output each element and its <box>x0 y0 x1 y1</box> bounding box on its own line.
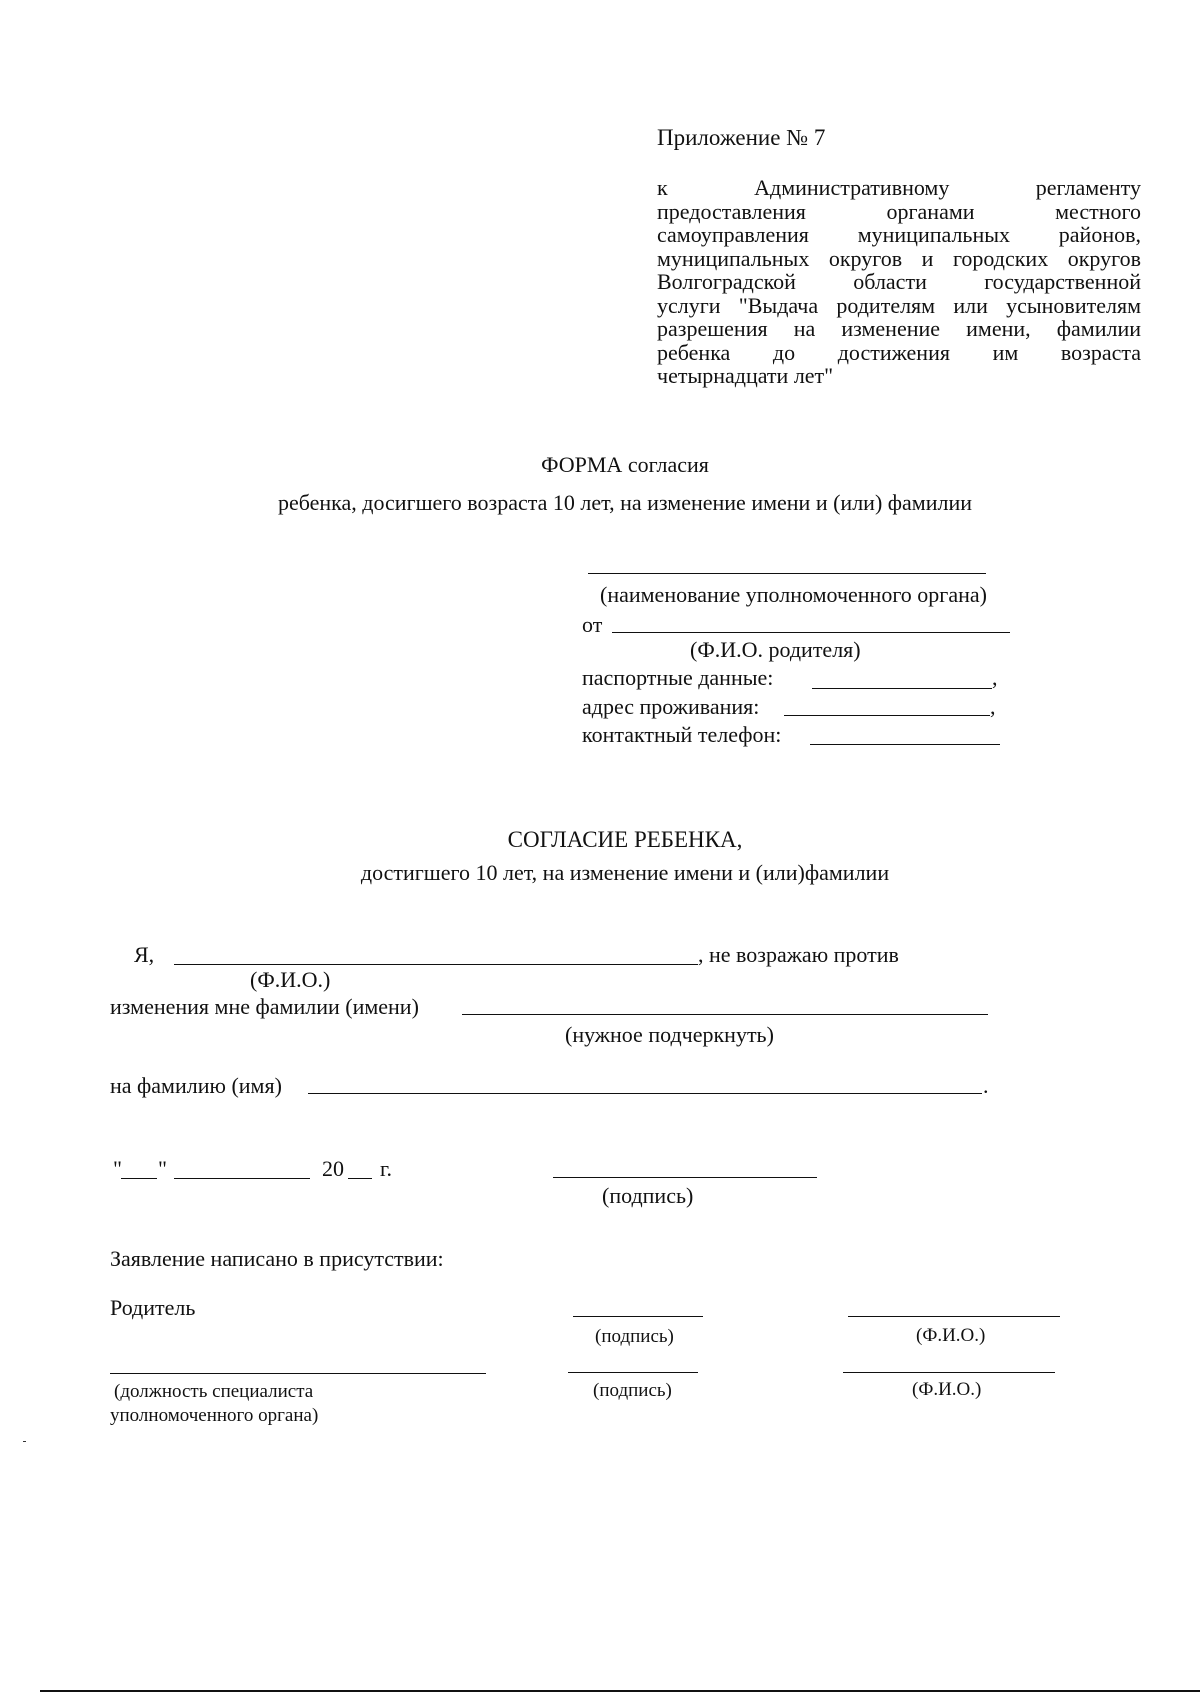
change-label: изменения мне фамилии (имени) <box>110 994 419 1019</box>
appendix-title: Приложение № 7 <box>657 125 826 150</box>
appendix-line: ребенка до достижения им возраста <box>657 339 1141 365</box>
child-signature-line[interactable] <box>553 1177 817 1178</box>
specialist-position-caption: (должность специалиста <box>114 1381 314 1402</box>
parent-signature-line[interactable] <box>573 1316 703 1317</box>
form-subtitle: ребенка, досигшего возраста 10 лет, на изменение имени и (или) фамилии <box>277 490 973 515</box>
appendix-line: самоуправления муниципальных районов, <box>657 222 1141 248</box>
appendix-line: к Административному регламенту <box>657 175 1141 200</box>
new-name-label: на фамилию (имя) <box>110 1073 282 1098</box>
appendix-line: муниципальных округов и городских округов <box>657 245 1141 271</box>
date-quote-open: " <box>113 1156 122 1181</box>
date-year-prefix: 20 <box>322 1156 344 1181</box>
authority-name-line[interactable] <box>588 573 986 574</box>
specialist-signature-caption: (подпись) <box>593 1380 672 1401</box>
child-signature-caption: (подпись) <box>602 1183 694 1208</box>
specialist-position-line[interactable] <box>110 1373 486 1374</box>
specialist-fio-line[interactable] <box>843 1372 1055 1373</box>
consent-title: СОГЛАСИЕ РЕБЕНКА, <box>507 827 743 852</box>
appendix-line: услуги "Выдача родителям или усыновителям <box>657 292 1141 318</box>
consent-subtitle: достигшего 10 лет, на изменение имени и (или)фамилии <box>360 860 890 885</box>
date-day-line[interactable] <box>121 1178 157 1179</box>
i-label: Я, <box>134 942 155 967</box>
appendix-line: предоставления органами местного <box>657 198 1141 224</box>
phone-label: контактный телефон: <box>582 722 782 747</box>
not-object-text: , не возражаю против <box>698 942 899 967</box>
form-title: ФОРМА согласия <box>541 452 709 477</box>
address-line[interactable] <box>784 715 990 716</box>
parent-signature-caption: (подпись) <box>595 1326 674 1347</box>
from-label: от <box>582 612 603 637</box>
address-comma: , <box>990 694 996 719</box>
underline-caption: (нужное подчеркнуть) <box>565 1022 774 1047</box>
date-year-line[interactable] <box>348 1178 372 1179</box>
child-fio-caption: (Ф.И.О.) <box>250 967 331 992</box>
date-year-suffix: г. <box>380 1156 393 1181</box>
passport-label: паспортные данные: <box>582 665 774 690</box>
address-label: адрес проживания: <box>582 694 760 719</box>
new-name-period: . <box>983 1073 989 1098</box>
phone-line[interactable] <box>810 744 1000 745</box>
scan-artifact <box>23 1441 26 1442</box>
appendix-line: разрешения на изменение имени, фамилии <box>657 316 1141 342</box>
witness-statement: Заявление написано в присутствии: <box>110 1246 444 1271</box>
new-name-line[interactable] <box>308 1093 982 1094</box>
parent-fio-line[interactable] <box>612 632 1010 633</box>
page-bottom-rule <box>40 1690 1200 1692</box>
specialist-position-caption-2: уполномоченного органа) <box>110 1405 319 1426</box>
appendix-line: четырнадцати лет" <box>657 363 834 389</box>
specialist-signature-line[interactable] <box>568 1372 698 1373</box>
parent-fio-caption: (Ф.И.О. родителя) <box>690 637 861 662</box>
child-fio-line[interactable] <box>174 964 698 965</box>
parent-label: Родитель <box>110 1295 196 1320</box>
authority-caption: (наименование уполномоченного органа) <box>600 582 987 607</box>
appendix-line: Волгоградской области государственной <box>657 269 1141 295</box>
passport-comma: , <box>992 665 998 690</box>
specialist-fio-caption: (Ф.И.О.) <box>912 1379 982 1400</box>
date-quote-close: " <box>158 1156 167 1181</box>
change-type-line[interactable] <box>462 1014 988 1015</box>
appendix-reference <box>657 176 1141 388</box>
passport-line[interactable] <box>812 688 992 689</box>
date-month-line[interactable] <box>174 1178 310 1179</box>
parent-fio-signoff-line[interactable] <box>848 1316 1060 1317</box>
parent-fio-caption-bottom: (Ф.И.О.) <box>916 1325 986 1346</box>
